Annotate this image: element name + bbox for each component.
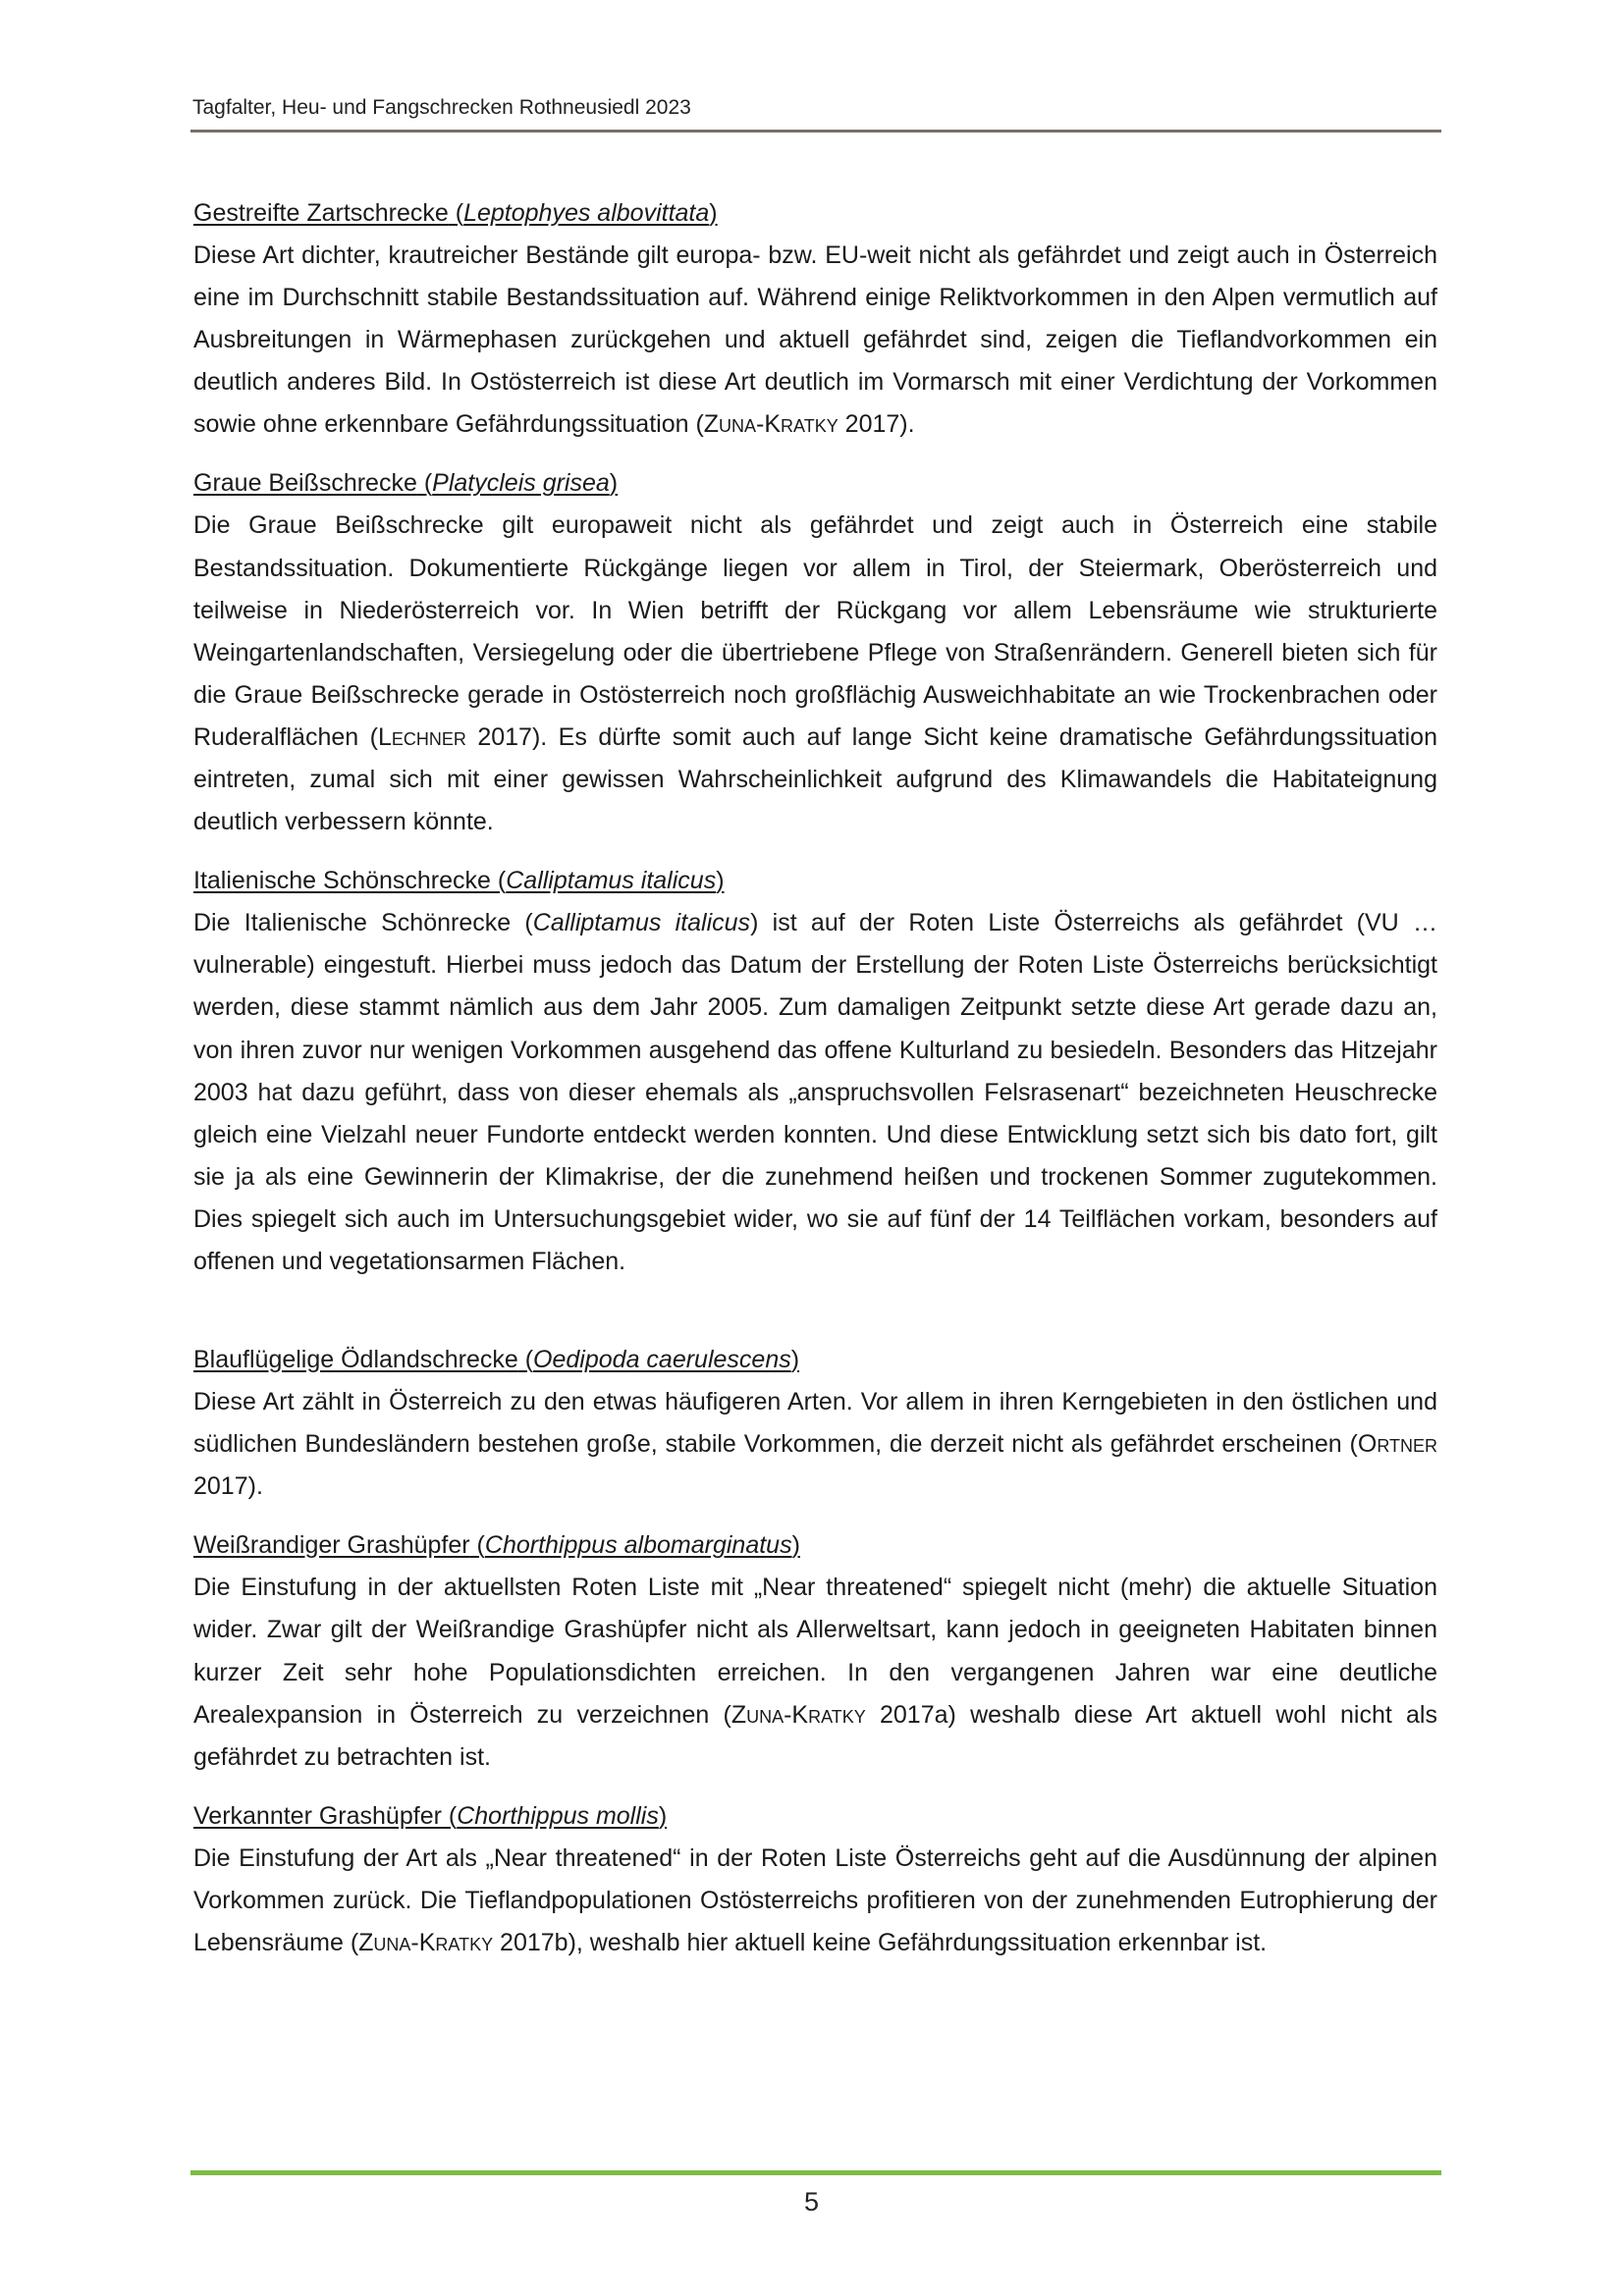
species-paragraph [193, 1567, 1437, 1778]
common-name: Gestreifte Zartschrecke [193, 199, 449, 227]
citation-author: Zuna-Kratky [703, 410, 839, 439]
header-divider [190, 130, 1441, 133]
latin-name: Chorthippus mollis [457, 1801, 659, 1830]
species-heading: Italienische Schönschrecke (Calliptamus italicus) [193, 867, 725, 895]
latin-name: Calliptamus italicus [506, 867, 717, 895]
species-section-leptophyes [193, 192, 1437, 446]
species-paragraph [193, 902, 1437, 1283]
paragraph-text: Die Italienische Schönrecke ( [193, 909, 533, 937]
citation-author: Ortner [1357, 1430, 1437, 1459]
main-content [193, 192, 1437, 1981]
common-name: Verkannter Grashüpfer [193, 1801, 442, 1830]
paragraph-text: Diese Art zählt in Österreich zu den etwas häufigeren Arten. Vor allem in ihren Kerngebieten in den östlichen und südlichen Bundesländern bestehen große, stabile Vorkommen, die derzeit nicht als gefährdet erscheinen ( [193, 1388, 1437, 1459]
latin-name-inline: Calliptamus italicus [532, 909, 751, 937]
species-heading: Blauflügelige Ödlandschrecke (Oedipoda caerulescens) [193, 1346, 800, 1374]
footer-divider [190, 2170, 1441, 2175]
page-number: 5 [803, 2187, 820, 2216]
species-heading: Weißrandiger Grashüpfer (Chorthippus albomarginatus) [193, 1531, 800, 1560]
paragraph-text: 2017). [193, 1472, 263, 1501]
citation-author: Zuna-Kratky [358, 1929, 494, 1956]
species-section-oedipoda [193, 1339, 1437, 1508]
species-paragraph [193, 1381, 1437, 1508]
species-paragraph [193, 505, 1437, 843]
species-paragraph [193, 1838, 1437, 1964]
paragraph-text: ) ist auf der Roten Liste Österreichs als gefährdet (VU … vulnerable) eingestuft. Hierbei muss jedoch das Datum der Erstellung der Roten Liste Österreichs berücksichtigt werden, diese stammt nämlich aus dem Jahr 2005. Zum damaligen Zeitpunkt setzte diese Art gerade dazu an, von ihren zuvor nur wenigen Vorkommen ausgehend das offene Kulturland zu besiedeln. Besonders das Hitzejahr 2003 hat dazu geführt, dass von dieser ehemals als „anspruchsvollen Felsrasenart“ bezeichneten Heuschrecke gleich eine Vielzahl neuer Fundorte entdeckt werden konnten. Und diese Entwicklung setzt sich bis dato fort, gilt sie ja als eine Gewinnerin der Klimakrise, der die zunehmend heißen und trockenen Sommer zugutekommen. Dies spiegelt sich auch im Untersuchungsgebiet wider, wo sie auf fünf der 14 Teilflächen vorkam, besonders auf offenen und vegetationsarmen Flächen. [193, 909, 1437, 1275]
common-name: Graue Beißschrecke [193, 469, 417, 498]
paragraph-text: 2017). Es dürfte somit auch auf lange Sicht keine dramatische Gefährdungssituation eintreten, zumal sich mit einer gewissen Wahrscheinlichkeit aufgrund des Klimawandels die Habitateignung deutlich verbessern könnte. [193, 722, 1437, 836]
species-section-chorthippus-mollis [193, 1795, 1437, 1964]
latin-name: Oedipoda caerulescens [533, 1346, 791, 1374]
paragraph-text: Die Graue Beißschrecke gilt europaweit nicht als gefährdet und zeigt auch in Österreich eine stabile Bestandssituation. Dokumentierte Rückgänge liegen vor allem in Tirol, der Steiermark, Oberösterreich und teilweise in Niederösterreich vor. In Wien betrifft der Rückgang vor allem Lebensräume wie strukturierte Weingartenlandschaften, Versiegelung oder die übertriebene Pflege von Straßenrändern. Generell bieten sich für die Graue Beißschrecke gerade in Ostösterreich noch großflächig Ausweichhabitate an wie Trockenbrachen oder Ruderalflächen ( [193, 511, 1437, 751]
paragraph-text: 2017b), weshalb hier aktuell keine Gefährdungssituation erkennbar ist. [493, 1929, 1268, 1956]
latin-name: Platycleis grisea [432, 469, 610, 498]
common-name: Blauflügelige Ödlandschrecke [193, 1346, 518, 1374]
citation-author: Zuna-Kratky [730, 1700, 866, 1729]
species-section-calliptamus [193, 860, 1437, 1283]
paragraph-text: Die Einstufung in der aktuellsten Roten Liste mit „Near threatened“ spiegelt nicht (mehr) die aktuelle Situation wider. Zwar gilt der Weißrandige Grashüpfer nicht als Allerweltsart, kann jedoch in geeigneten Habitaten binnen kurzer Zeit sehr hohe Populationsdichten erreichen. In den vergangenen Jahren war eine deutliche Arealexpansion in Österreich zu verzeichnen ( [193, 1574, 1437, 1729]
latin-name: Chorthippus albomarginatus [484, 1531, 792, 1560]
citation-author: Lechner [377, 722, 466, 751]
paragraph-text: 2017). [838, 410, 915, 439]
running-header: Tagfalter, Heu- und Fangschrecken Rothneusiedl 2023 [192, 96, 691, 119]
paragraph-text: 2017a) weshalb diese Art aktuell wohl nicht als gefährdet zu betrachten ist. [193, 1700, 1437, 1771]
species-section-platycleis [193, 462, 1437, 843]
species-paragraph [193, 235, 1437, 446]
species-section-chorthippus-albomarginatus [193, 1524, 1437, 1778]
species-heading: Verkannter Grashüpfer (Chorthippus mollis) [193, 1801, 668, 1830]
paragraph-text: Diese Art dichter, krautreicher Bestände gilt europa- bzw. EU-weit nicht als gefährdet und zeigt auch in Österreich eine im Durchschnitt stabile Bestandssituation auf. Während einige Reliktvorkommen in den Alpen vermutlich auf Ausbreitungen in Wärmephasen zurückgehen und aktuell gefährdet sind, zeigen die Tieflandvorkommen ein deutlich anderes Bild. In Ostösterreich ist diese Art deutlich im Vormarsch mit einer Verdichtung der Vorkommen sowie ohne erkennbare Gefährdungssituation ( [193, 241, 1437, 439]
paragraph-text: Die Einstufung der Art als „Near threatened“ in der Roten Liste Österreichs geht auf die Ausdünnung der alpinen Vorkommen zurück. Die Tieflandpopulationen Ostösterreichs profitieren von der zunehmenden Eutrophierung der Lebensräume ( [193, 1843, 1437, 1956]
species-heading: Graue Beißschrecke (Platycleis grisea) [193, 469, 619, 498]
species-heading: Gestreifte Zartschrecke (Leptophyes albovittata) [193, 199, 718, 227]
latin-name: Leptophyes albovittata [463, 199, 710, 227]
common-name: Weißrandiger Grashüpfer [193, 1531, 470, 1560]
common-name: Italienische Schönschrecke [193, 867, 491, 895]
